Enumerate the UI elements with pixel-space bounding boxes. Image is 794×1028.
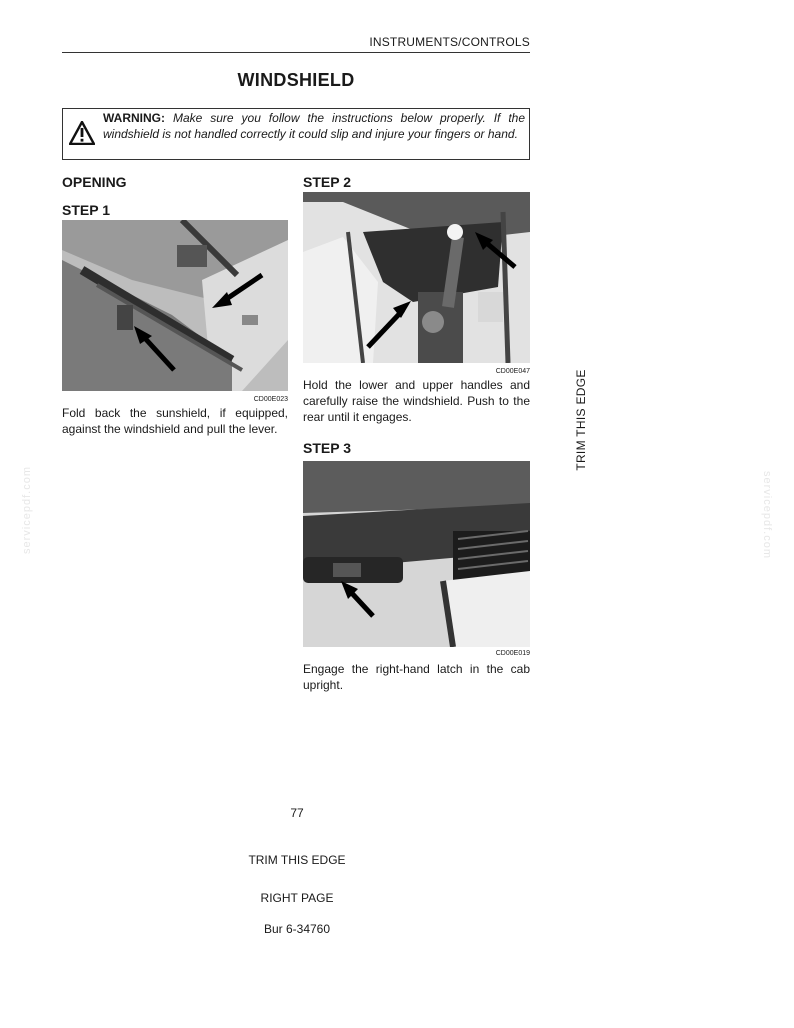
header-rule xyxy=(62,52,530,53)
footer-trim-label: TRIM THIS EDGE xyxy=(248,853,346,867)
watermark-right: servicepdf.com xyxy=(761,471,773,559)
step1-image-code: CD00E023 xyxy=(253,396,288,403)
running-header: INSTRUMENTS/CONTROLS xyxy=(369,35,530,49)
step1-text: Fold back the sunshield, if equipped, against the windshield and pull the lever. xyxy=(62,406,288,436)
watermark-left: servicepdf.com xyxy=(21,466,33,554)
step2-heading: STEP 2 xyxy=(303,174,351,190)
step1-photo xyxy=(62,220,288,391)
warning-message: Make sure you follow the instructions below properly. If the windshield is not handled correctly it could slip and injure your fingers or hand. xyxy=(103,111,526,141)
warning-triangle-icon xyxy=(69,121,95,145)
step3-photo xyxy=(303,461,530,647)
opening-heading: OPENING xyxy=(62,174,127,190)
side-trim-label: TRIM THIS EDGE xyxy=(574,369,588,471)
step1-heading: STEP 1 xyxy=(62,202,110,218)
warning-box xyxy=(62,108,530,160)
step3-heading: STEP 3 xyxy=(303,440,351,456)
page-title: WINDSHIELD xyxy=(237,70,355,90)
warning-text xyxy=(103,111,525,142)
step2-image-code: CD00E047 xyxy=(495,368,530,375)
warning-label: WARNING: xyxy=(103,111,165,125)
footer-doc-code: Bur 6-34760 xyxy=(263,922,331,936)
step3-image-code: CD00E019 xyxy=(495,650,530,657)
step2-text: Hold the lower and upper handles and carefully raise the windshield. Push to the rear until it engages. xyxy=(303,378,530,424)
step3-text: Engage the right-hand latch in the cab upright. xyxy=(303,662,530,692)
page-number: 77 xyxy=(290,806,304,820)
footer-page-side: RIGHT PAGE xyxy=(260,891,334,905)
step2-photo xyxy=(303,192,530,363)
